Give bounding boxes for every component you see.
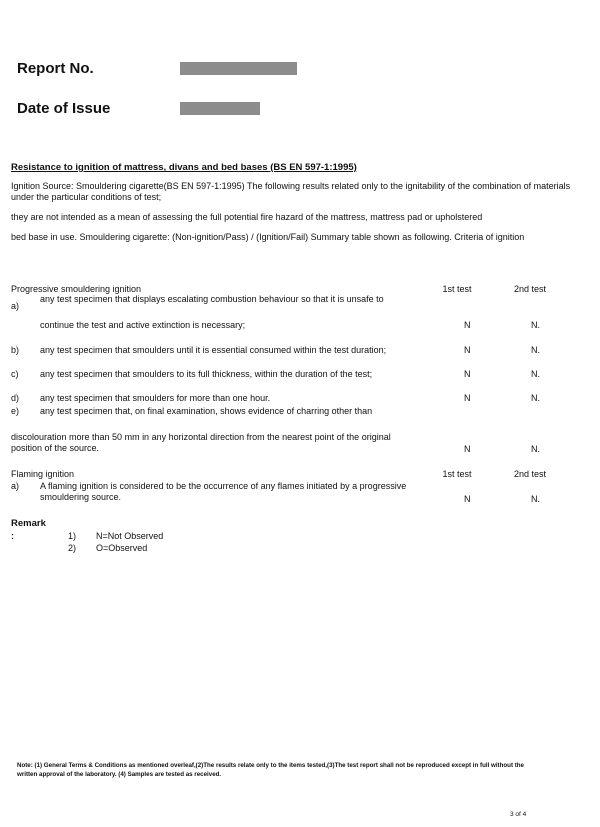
intro-paragraph-2: they are not intended as a mean of assessing the full potential fire hazard of the mattress, mattress pad or upholstered	[11, 212, 483, 222]
item-d-marker: d)	[11, 393, 20, 403]
footer-note: Note: (1) General Terms & Conditions as mentioned overleaf,(2)The results relate only to the items tested,(3)The test report shall not be reproduced except in full without the written approval of the laboratory. (4) Samples are tested as received.	[17, 762, 524, 778]
flaming-a-text: A flaming ignition is considered to be the occurrence of any flames initiated by a progressive smouldering source.	[40, 481, 407, 502]
date-of-issue-label: Date of Issue	[17, 100, 111, 117]
item-b-marker: b)	[11, 345, 20, 355]
item-d-result-1: N	[464, 393, 471, 403]
item-a-result-2: N.	[531, 320, 540, 330]
flaming-col-2nd-test: 2nd test	[513, 469, 547, 479]
page-number: 3 of 4	[510, 811, 527, 818]
flaming-heading: Flaming ignition	[11, 469, 75, 479]
progressive-col-2nd-test: 2nd test	[513, 284, 547, 294]
remark-item-2-text: O=Observed	[96, 543, 148, 553]
intro-paragraph-3: bed base in use. Smouldering cigarette: (Non-ignition/Pass) / (Ignition/Fail) Summary table shown as following. Criteria of ignition	[11, 232, 525, 242]
item-c-result-1: N	[464, 369, 471, 379]
flaming-a-result-1: N	[464, 494, 471, 504]
report-no-label: Report No.	[17, 60, 94, 77]
remark-label: Remark	[11, 518, 46, 529]
item-e-continuation: discolouration more than 50 mm in any horizontal direction from the nearest point of the original position of the source.	[11, 432, 391, 453]
item-c-text: any test specimen that smoulders to its full thickness, within the duration of the test;	[40, 369, 373, 379]
item-e-result-2: N.	[531, 444, 540, 454]
flaming-a-marker: a)	[11, 481, 20, 491]
item-e-marker: e)	[11, 406, 20, 416]
item-a-result-1: N	[464, 320, 471, 330]
item-d-result-2: N.	[531, 393, 540, 403]
flaming-a-result-2: N.	[531, 494, 540, 504]
item-c-marker: c)	[11, 369, 19, 379]
item-a-continuation: continue the test and active extinction is necessary;	[40, 320, 246, 330]
item-b-result-2: N.	[531, 345, 540, 355]
remark-item-1-num: 1)	[68, 531, 77, 541]
report-no-redaction	[180, 62, 297, 75]
item-c-result-2: N.	[531, 369, 540, 379]
flaming-col-1st-test: 1st test	[442, 469, 472, 479]
intro-paragraph-1: Ignition Source: Smouldering cigarette(BS EN 597-1:1995) The following results related only to the ignitability of the combination of materials under the particular conditions of test;	[11, 181, 571, 202]
item-a-marker: a)	[11, 301, 20, 311]
item-d-text: any test specimen that smoulders for more than one hour.	[40, 393, 271, 403]
item-b-text: any test specimen that smoulders until it is essential consumed within the test duration;	[40, 345, 387, 355]
progressive-heading: Progressive smouldering ignition	[11, 284, 142, 294]
item-b-result-1: N	[464, 345, 471, 355]
remark-colon: :	[11, 531, 14, 541]
date-redaction	[180, 102, 260, 115]
remark-item-1-text: N=Not Observed	[96, 531, 164, 541]
item-e-result-1: N	[464, 444, 471, 454]
section-title: Resistance to ignition of mattress, divans and bed bases (BS EN 597-1:1995)	[11, 162, 357, 173]
remark-item-2-num: 2)	[68, 543, 77, 553]
progressive-col-1st-test: 1st test	[442, 284, 472, 294]
item-e-text: any test specimen that, on final examination, shows evidence of charring other than	[40, 406, 373, 416]
item-a-text: any test specimen that displays escalating combustion behaviour so that it is unsafe to	[40, 294, 384, 304]
